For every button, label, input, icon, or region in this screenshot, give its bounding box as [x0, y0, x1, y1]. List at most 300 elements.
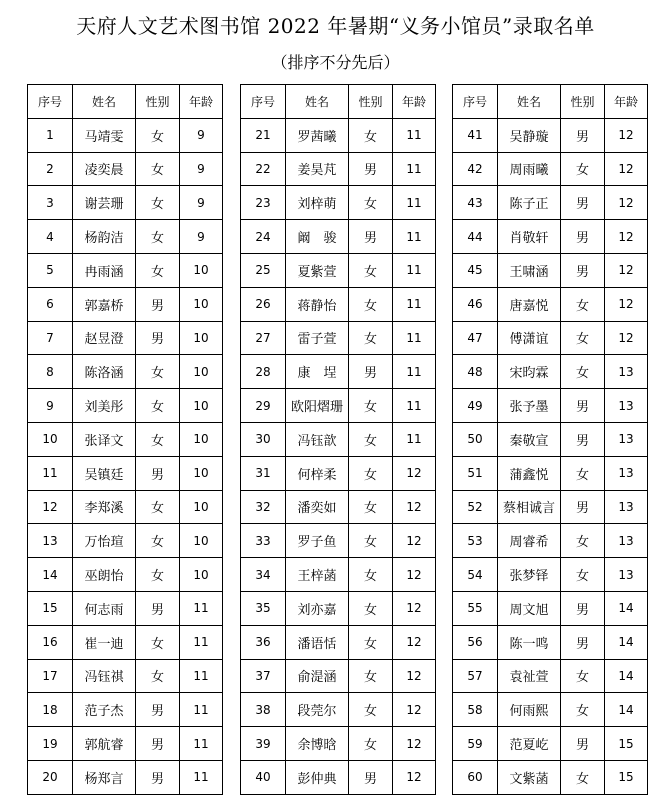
cell-name: 刘亦嘉 [286, 591, 349, 625]
table-row [241, 558, 436, 592]
cell-age: 10 [180, 253, 223, 287]
cell-name: 何梓柔 [286, 456, 349, 490]
cell-age: 13 [605, 558, 648, 592]
roster-table-1 [27, 84, 223, 795]
cell-age: 14 [605, 659, 648, 693]
cell-name: 蔡相诚言 [498, 490, 561, 524]
cell-sex: 女 [136, 152, 180, 186]
cell-number: 45 [453, 253, 498, 287]
cell-sex: 男 [136, 287, 180, 321]
table-row [453, 253, 648, 287]
cell-name: 刘美彤 [73, 389, 136, 423]
cell-number: 3 [28, 186, 73, 220]
cell-sex: 女 [561, 558, 605, 592]
table-row [241, 760, 436, 794]
cell-age: 11 [180, 659, 223, 693]
cell-sex: 女 [136, 253, 180, 287]
document-subtitle: （排序不分先后） [271, 53, 400, 72]
cell-number: 12 [28, 490, 73, 524]
cell-name: 张译文 [73, 422, 136, 456]
cell-number: 39 [241, 727, 286, 761]
cell-number: 16 [28, 625, 73, 659]
cell-sex: 男 [136, 693, 180, 727]
cell-number: 52 [453, 490, 498, 524]
cell-sex: 男 [349, 220, 393, 254]
cell-name: 崔一迪 [73, 625, 136, 659]
table-row [28, 625, 223, 659]
cell-name: 彭仲典 [286, 760, 349, 794]
cell-number: 7 [28, 321, 73, 355]
table-row [28, 152, 223, 186]
cell-sex: 男 [136, 760, 180, 794]
roster-table-3 [452, 84, 648, 795]
table-row [241, 152, 436, 186]
cell-name: 万怡瑄 [73, 524, 136, 558]
cell-sex: 男 [136, 456, 180, 490]
cell-sex: 女 [349, 524, 393, 558]
table-row [453, 625, 648, 659]
cell-number: 32 [241, 490, 286, 524]
cell-age: 11 [393, 152, 436, 186]
cell-sex: 男 [561, 118, 605, 152]
cell-age: 11 [393, 355, 436, 389]
cell-sex: 女 [561, 456, 605, 490]
cell-number: 25 [241, 253, 286, 287]
cell-age: 12 [393, 490, 436, 524]
cell-number: 29 [241, 389, 286, 423]
cell-sex: 男 [136, 321, 180, 355]
cell-number: 53 [453, 524, 498, 558]
roster-table-2 [240, 84, 436, 795]
cell-sex: 女 [561, 659, 605, 693]
cell-sex: 男 [561, 625, 605, 659]
table-row [453, 422, 648, 456]
cell-name: 郭嘉桥 [73, 287, 136, 321]
table-row [241, 591, 436, 625]
cell-age: 10 [180, 287, 223, 321]
table-row [453, 152, 648, 186]
cell-sex: 女 [136, 118, 180, 152]
table-header-row [453, 85, 648, 119]
cell-name: 王梓菡 [286, 558, 349, 592]
cell-number: 5 [28, 253, 73, 287]
table-row [241, 220, 436, 254]
header-no: 序号 [453, 85, 498, 119]
cell-sex: 女 [349, 321, 393, 355]
table-row [28, 253, 223, 287]
header-age: 年龄 [180, 85, 223, 119]
cell-age: 11 [393, 118, 436, 152]
cell-name: 肖敬轩 [498, 220, 561, 254]
cell-number: 23 [241, 186, 286, 220]
cell-age: 9 [180, 152, 223, 186]
cell-name: 俞湜涵 [286, 659, 349, 693]
cell-number: 46 [453, 287, 498, 321]
cell-name: 范子杰 [73, 693, 136, 727]
cell-name: 何志雨 [73, 591, 136, 625]
cell-name: 夏紫萱 [286, 253, 349, 287]
cell-name: 周雨曦 [498, 152, 561, 186]
cell-sex: 女 [561, 152, 605, 186]
cell-age: 13 [605, 490, 648, 524]
cell-name: 巫朗怡 [73, 558, 136, 592]
cell-sex: 女 [136, 422, 180, 456]
table-row [241, 659, 436, 693]
cell-sex: 女 [349, 287, 393, 321]
cell-name: 陈洛涵 [73, 355, 136, 389]
cell-name: 袁祉萱 [498, 659, 561, 693]
cell-name: 余博晗 [286, 727, 349, 761]
table-row [241, 389, 436, 423]
table-row [28, 118, 223, 152]
cell-name: 刘梓萌 [286, 186, 349, 220]
cell-name: 何雨熙 [498, 693, 561, 727]
cell-number: 42 [453, 152, 498, 186]
cell-number: 48 [453, 355, 498, 389]
table-row [453, 220, 648, 254]
table-row [241, 186, 436, 220]
cell-name: 潘语恬 [286, 625, 349, 659]
cell-age: 14 [605, 591, 648, 625]
cell-number: 19 [28, 727, 73, 761]
cell-name: 雷子萱 [286, 321, 349, 355]
table-row [453, 591, 648, 625]
cell-number: 26 [241, 287, 286, 321]
cell-sex: 女 [561, 760, 605, 794]
cell-name: 秦敬宣 [498, 422, 561, 456]
cell-number: 38 [241, 693, 286, 727]
cell-age: 11 [393, 422, 436, 456]
table-row [28, 760, 223, 794]
cell-name: 吴镇廷 [73, 456, 136, 490]
cell-number: 56 [453, 625, 498, 659]
cell-name: 郭航睿 [73, 727, 136, 761]
cell-age: 13 [605, 456, 648, 490]
table-row [28, 558, 223, 592]
cell-age: 12 [393, 693, 436, 727]
cell-name: 傅潇谊 [498, 321, 561, 355]
cell-age: 10 [180, 355, 223, 389]
table-row [241, 490, 436, 524]
cell-sex: 女 [349, 558, 393, 592]
cell-age: 11 [180, 625, 223, 659]
cell-age: 11 [393, 287, 436, 321]
cell-number: 55 [453, 591, 498, 625]
cell-age: 10 [180, 456, 223, 490]
table-row [453, 659, 648, 693]
cell-sex: 女 [561, 287, 605, 321]
cell-name: 王啸涵 [498, 253, 561, 287]
cell-number: 49 [453, 389, 498, 423]
table-row [28, 727, 223, 761]
cell-number: 50 [453, 422, 498, 456]
cell-sex: 女 [349, 389, 393, 423]
table-row [241, 524, 436, 558]
cell-name: 杨韵洁 [73, 220, 136, 254]
cell-sex: 女 [349, 727, 393, 761]
table-row [28, 659, 223, 693]
cell-name: 段莞尔 [286, 693, 349, 727]
table-row [28, 456, 223, 490]
cell-number: 11 [28, 456, 73, 490]
cell-age: 10 [180, 321, 223, 355]
cell-number: 36 [241, 625, 286, 659]
cell-age: 12 [605, 253, 648, 287]
cell-name: 蒲鑫悦 [498, 456, 561, 490]
cell-name: 欧阳熠珊 [286, 389, 349, 423]
cell-number: 57 [453, 659, 498, 693]
cell-name: 冯钰歆 [286, 422, 349, 456]
cell-sex: 女 [349, 422, 393, 456]
header-age: 年龄 [605, 85, 648, 119]
table-row [453, 693, 648, 727]
cell-sex: 男 [136, 591, 180, 625]
cell-name: 罗茜曦 [286, 118, 349, 152]
cell-name: 谢芸珊 [73, 186, 136, 220]
table-header-row [241, 85, 436, 119]
table-row [28, 490, 223, 524]
cell-sex: 男 [561, 422, 605, 456]
cell-number: 15 [28, 591, 73, 625]
cell-sex: 女 [349, 591, 393, 625]
cell-number: 33 [241, 524, 286, 558]
cell-sex: 男 [561, 220, 605, 254]
cell-age: 12 [605, 321, 648, 355]
header-name: 姓名 [498, 85, 561, 119]
table-row [241, 287, 436, 321]
cell-age: 12 [393, 591, 436, 625]
cell-age: 12 [393, 659, 436, 693]
cell-number: 10 [28, 422, 73, 456]
table-row [453, 287, 648, 321]
table-row [453, 524, 648, 558]
cell-number: 20 [28, 760, 73, 794]
cell-sex: 男 [561, 253, 605, 287]
table-row [28, 524, 223, 558]
cell-sex: 女 [561, 693, 605, 727]
header-sex: 性别 [136, 85, 180, 119]
cell-sex: 男 [349, 760, 393, 794]
cell-number: 2 [28, 152, 73, 186]
cell-sex: 女 [136, 625, 180, 659]
cell-name: 蒋静怡 [286, 287, 349, 321]
cell-name: 冉雨涵 [73, 253, 136, 287]
cell-sex: 女 [136, 355, 180, 389]
cell-sex: 女 [561, 321, 605, 355]
cell-sex: 女 [349, 186, 393, 220]
cell-age: 14 [605, 693, 648, 727]
header-no: 序号 [241, 85, 286, 119]
cell-age: 12 [393, 456, 436, 490]
cell-age: 11 [393, 389, 436, 423]
cell-number: 28 [241, 355, 286, 389]
cell-name: 李郑溪 [73, 490, 136, 524]
cell-number: 22 [241, 152, 286, 186]
table-row [453, 389, 648, 423]
cell-age: 13 [605, 355, 648, 389]
cell-sex: 女 [349, 625, 393, 659]
cell-sex: 女 [136, 558, 180, 592]
cell-age: 11 [393, 220, 436, 254]
cell-sex: 男 [561, 490, 605, 524]
table-row [28, 220, 223, 254]
cell-age: 13 [605, 389, 648, 423]
table-row [28, 287, 223, 321]
header-name: 姓名 [73, 85, 136, 119]
cell-sex: 男 [136, 727, 180, 761]
cell-sex: 女 [349, 253, 393, 287]
cell-sex: 女 [561, 355, 605, 389]
table-row [453, 118, 648, 152]
header-age: 年龄 [393, 85, 436, 119]
cell-number: 58 [453, 693, 498, 727]
cell-name: 姜昊芃 [286, 152, 349, 186]
cell-name: 吴静璇 [498, 118, 561, 152]
table-row [28, 355, 223, 389]
cell-age: 12 [605, 186, 648, 220]
cell-sex: 女 [136, 659, 180, 693]
cell-age: 12 [393, 558, 436, 592]
cell-sex: 女 [136, 524, 180, 558]
cell-number: 8 [28, 355, 73, 389]
cell-age: 15 [605, 760, 648, 794]
cell-sex: 女 [136, 490, 180, 524]
cell-sex: 男 [349, 355, 393, 389]
cell-number: 54 [453, 558, 498, 592]
cell-name: 唐嘉悦 [498, 287, 561, 321]
cell-name: 周文旭 [498, 591, 561, 625]
cell-name: 陈一鸣 [498, 625, 561, 659]
table-row [28, 591, 223, 625]
cell-sex: 女 [349, 490, 393, 524]
cell-number: 24 [241, 220, 286, 254]
cell-number: 37 [241, 659, 286, 693]
cell-age: 13 [605, 422, 648, 456]
cell-age: 11 [180, 591, 223, 625]
cell-number: 13 [28, 524, 73, 558]
cell-name: 宋昀霖 [498, 355, 561, 389]
cell-number: 21 [241, 118, 286, 152]
cell-age: 11 [180, 727, 223, 761]
cell-name: 赵昱澄 [73, 321, 136, 355]
cell-number: 27 [241, 321, 286, 355]
table-row [241, 727, 436, 761]
table-row [241, 355, 436, 389]
cell-number: 4 [28, 220, 73, 254]
cell-number: 35 [241, 591, 286, 625]
table-row [241, 253, 436, 287]
cell-age: 11 [393, 186, 436, 220]
cell-number: 47 [453, 321, 498, 355]
cell-sex: 女 [136, 389, 180, 423]
cell-sex: 女 [136, 220, 180, 254]
cell-number: 31 [241, 456, 286, 490]
cell-age: 9 [180, 186, 223, 220]
cell-age: 11 [393, 253, 436, 287]
cell-name: 凌奕晨 [73, 152, 136, 186]
cell-age: 11 [180, 693, 223, 727]
cell-name: 张予墨 [498, 389, 561, 423]
cell-age: 9 [180, 220, 223, 254]
table-row [453, 355, 648, 389]
table-row [453, 456, 648, 490]
cell-age: 9 [180, 118, 223, 152]
cell-age: 14 [605, 625, 648, 659]
cell-number: 34 [241, 558, 286, 592]
cell-sex: 女 [561, 524, 605, 558]
cell-number: 44 [453, 220, 498, 254]
cell-age: 12 [393, 727, 436, 761]
document-title: 天府人文艺术图书馆 2022 年暑期“义务小馆员”录取名单 [76, 14, 595, 38]
table-row [241, 321, 436, 355]
header-sex: 性别 [561, 85, 605, 119]
cell-name: 罗子鱼 [286, 524, 349, 558]
cell-name: 陈子正 [498, 186, 561, 220]
cell-number: 43 [453, 186, 498, 220]
cell-number: 6 [28, 287, 73, 321]
table-row [28, 321, 223, 355]
cell-age: 15 [605, 727, 648, 761]
header-sex: 性别 [349, 85, 393, 119]
table-row [453, 727, 648, 761]
cell-name: 杨郑言 [73, 760, 136, 794]
cell-number: 51 [453, 456, 498, 490]
cell-number: 9 [28, 389, 73, 423]
cell-name: 阚 骏 [286, 220, 349, 254]
cell-age: 10 [180, 422, 223, 456]
cell-age: 11 [393, 321, 436, 355]
cell-sex: 女 [349, 456, 393, 490]
table-row [241, 456, 436, 490]
cell-sex: 女 [349, 659, 393, 693]
table-row [241, 422, 436, 456]
cell-age: 12 [605, 118, 648, 152]
cell-age: 12 [393, 625, 436, 659]
cell-number: 18 [28, 693, 73, 727]
cell-age: 10 [180, 389, 223, 423]
cell-sex: 男 [561, 591, 605, 625]
table-row [241, 625, 436, 659]
table-row [453, 321, 648, 355]
table-row [453, 490, 648, 524]
table-row [28, 186, 223, 220]
cell-sex: 男 [349, 152, 393, 186]
header-no: 序号 [28, 85, 73, 119]
cell-number: 41 [453, 118, 498, 152]
table-row [453, 760, 648, 794]
cell-name: 冯钰祺 [73, 659, 136, 693]
cell-age: 10 [180, 524, 223, 558]
cell-name: 范夏屹 [498, 727, 561, 761]
cell-age: 13 [605, 524, 648, 558]
cell-age: 12 [605, 152, 648, 186]
cell-number: 59 [453, 727, 498, 761]
table-row [241, 693, 436, 727]
cell-name: 张梦铎 [498, 558, 561, 592]
cell-age: 12 [393, 760, 436, 794]
table-header-row [28, 85, 223, 119]
cell-age: 11 [180, 760, 223, 794]
cell-sex: 男 [561, 727, 605, 761]
cell-age: 12 [393, 524, 436, 558]
table-row [28, 422, 223, 456]
table-row [241, 118, 436, 152]
cell-age: 12 [605, 287, 648, 321]
cell-sex: 男 [561, 186, 605, 220]
cell-number: 17 [28, 659, 73, 693]
cell-number: 30 [241, 422, 286, 456]
cell-name: 文紫菡 [498, 760, 561, 794]
